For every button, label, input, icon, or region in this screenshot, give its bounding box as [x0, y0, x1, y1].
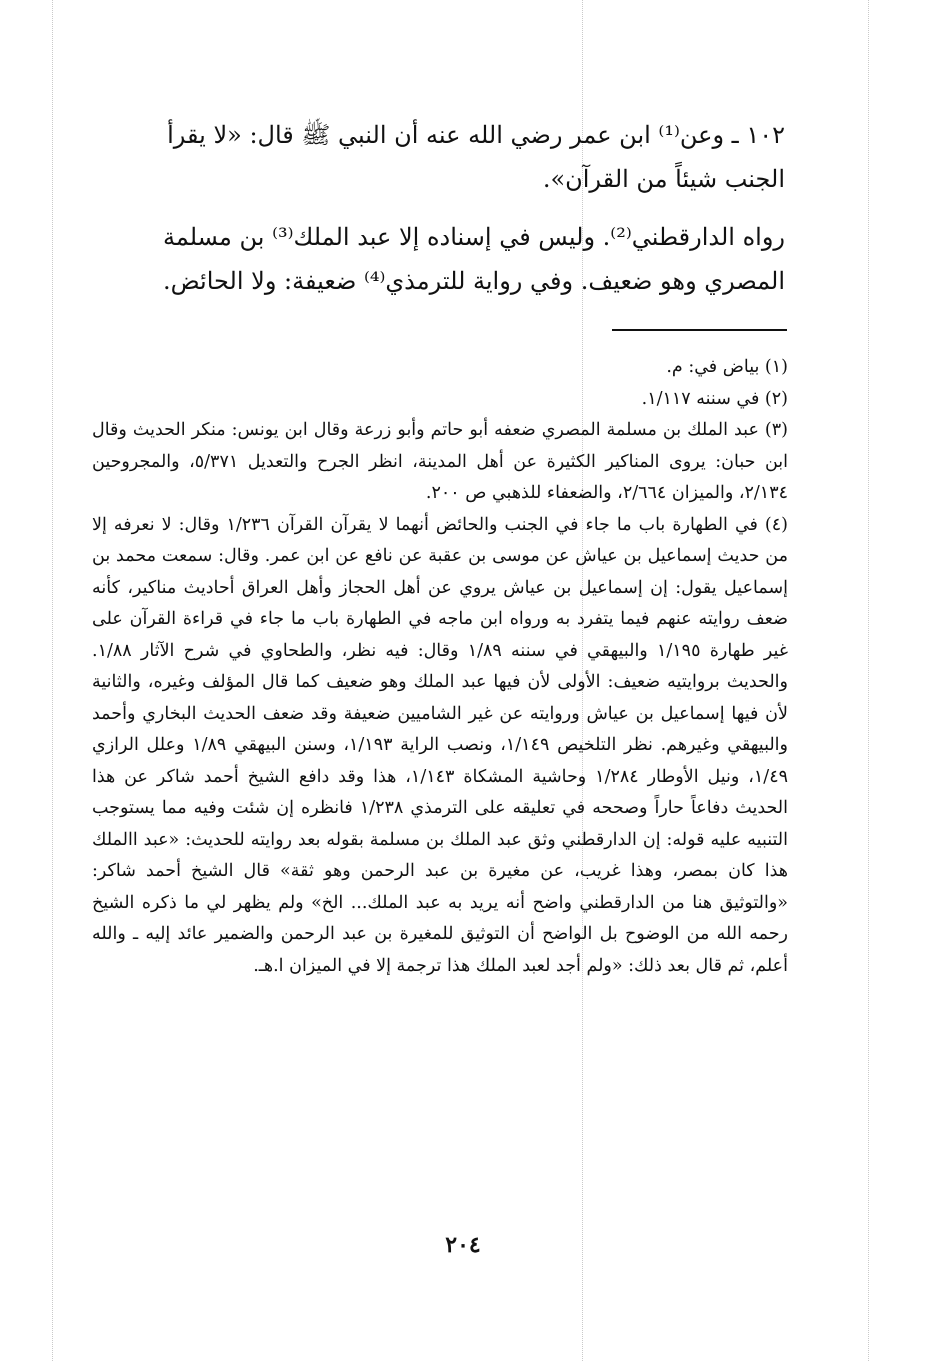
- hadith-paragraph: [90, 113, 785, 201]
- footnote-2: (٢) في سننه ١/١١٧.: [641, 388, 788, 409]
- footnote-3: (٣) عبد الملك بن مسلمة المصري ضعفه أبو حاتم وأبو زرعة وقال ابن يونس: منكر الحديث وقال ابن حبان: يروى المناكير الكثيرة عن أهل المدينة، انظر الجرح والتعديل ٥/٣٧١، والمجروحين ٢/١٣٤، والميزان ٢/٦٦٤، والضعفاء للذهبي ص ٢٠٠.: [92, 420, 789, 503]
- footnote-divider: [612, 329, 787, 331]
- narration-line: المصري وهو ضعيف. وفي رواية للترمذي⁽⁴⁾ ضعيفة: ولا الحائض.: [163, 267, 785, 295]
- scan-guide-line: [868, 0, 869, 1361]
- footnote-1: (١) بياض في: م.: [666, 357, 788, 377]
- scan-guide-line: [52, 0, 53, 1361]
- narration-line: رواه الدارقطني⁽²⁾. وليس في إسناده إلا عبد الملك⁽³⁾ بن مسلمة: [162, 223, 785, 251]
- hadith-line: ١٠٢ ـ وعن⁽¹⁾ ابن عمر رضي الله عنه أن النبي ﷺ قال: «لا يقرأ: [167, 121, 785, 149]
- narration-paragraph: [90, 215, 785, 303]
- footnotes-section: [92, 352, 788, 982]
- hadith-line: الجنب شيئاً من القرآن».: [542, 165, 785, 193]
- footnote-4: (٤) في الطهارة باب ما جاء في الجنب والحائض أنهما لا يقرآن القرآن ١/٢٣٦ وقال: لا نعرفه إلا من حديث إسماعيل بن عياش عن موسى بن عقبة عن نافع عن ابن عمر. وقال: سمعت محمد بن إسماعيل يقول: إن إسماعيل بن عياش يروي عن أهل الحجاز وأهل العراق أحاديث مناكير، كأنه ضعف روايته عنهم فيما يتفرد به ورواه ابن ماجه في الطهارة باب ما جاء في قراءة القرآن على غير طهارة ١/١٩٥ والبيهقي في سننه ١/٨٩ وقال: فيه نظر، والطحاوي في شرح الآثار ١/٨٨. والحديث بروايتيه ضعيف: الأولى لأن فيها عبد الملك وهو ضعيف كما قال المؤلف وغيره، والثانية لأن فيها إسماعيل بن عياش وروايته عن غير الشاميين ضعيفة وقد ضعف الحديث البخاري وأحمد والبيهقي وغيرهم. نظر التلخيص ١/١٤٩، ونصب الراية ١/١٩٣، وسنن البيهقي ١/٨٩ وعلل الرازي ١/٤٩، ونيل الأوطار ١/٢٨٤ وحاشية المشكاة ١/١٤٣، هذا وقد دافع الشيخ أحمد شاكر عن هذا الحديث دفاعاً حاراً وصححه في تعليقه على الترمذي ١/٢٣٨ فانظره إن شئت وفيه مما يستوجب التنبيه عليه قوله: إن الدارقطني وثق عبد الملك بن مسلمة بقوله بعد روايته للحديث: «عبد االملك هذا كان بمصر، وهذا غريب، عن مغيرة بن عبد الرحمن وهو ثقة» قال الشيخ أحمد شاكر: «والتوثيق هنا من الدارقطني واضح أنه يريد به عبد الملك... الخ» ولم يظهر لي ما ذكره الشيخ رحمه الله من الوضوح بل الواضح أن التوثيق للمغيرة بن عبد الرحمن والضمير عائد إليه ـ والله أعلم، ثم قال بعد ذلك: «ولم أجد لعبد الملك هذا ترجمة إلا في الميزان ا.هـ.: [92, 514, 789, 976]
- page-number: ٢٠٤: [445, 1232, 481, 1258]
